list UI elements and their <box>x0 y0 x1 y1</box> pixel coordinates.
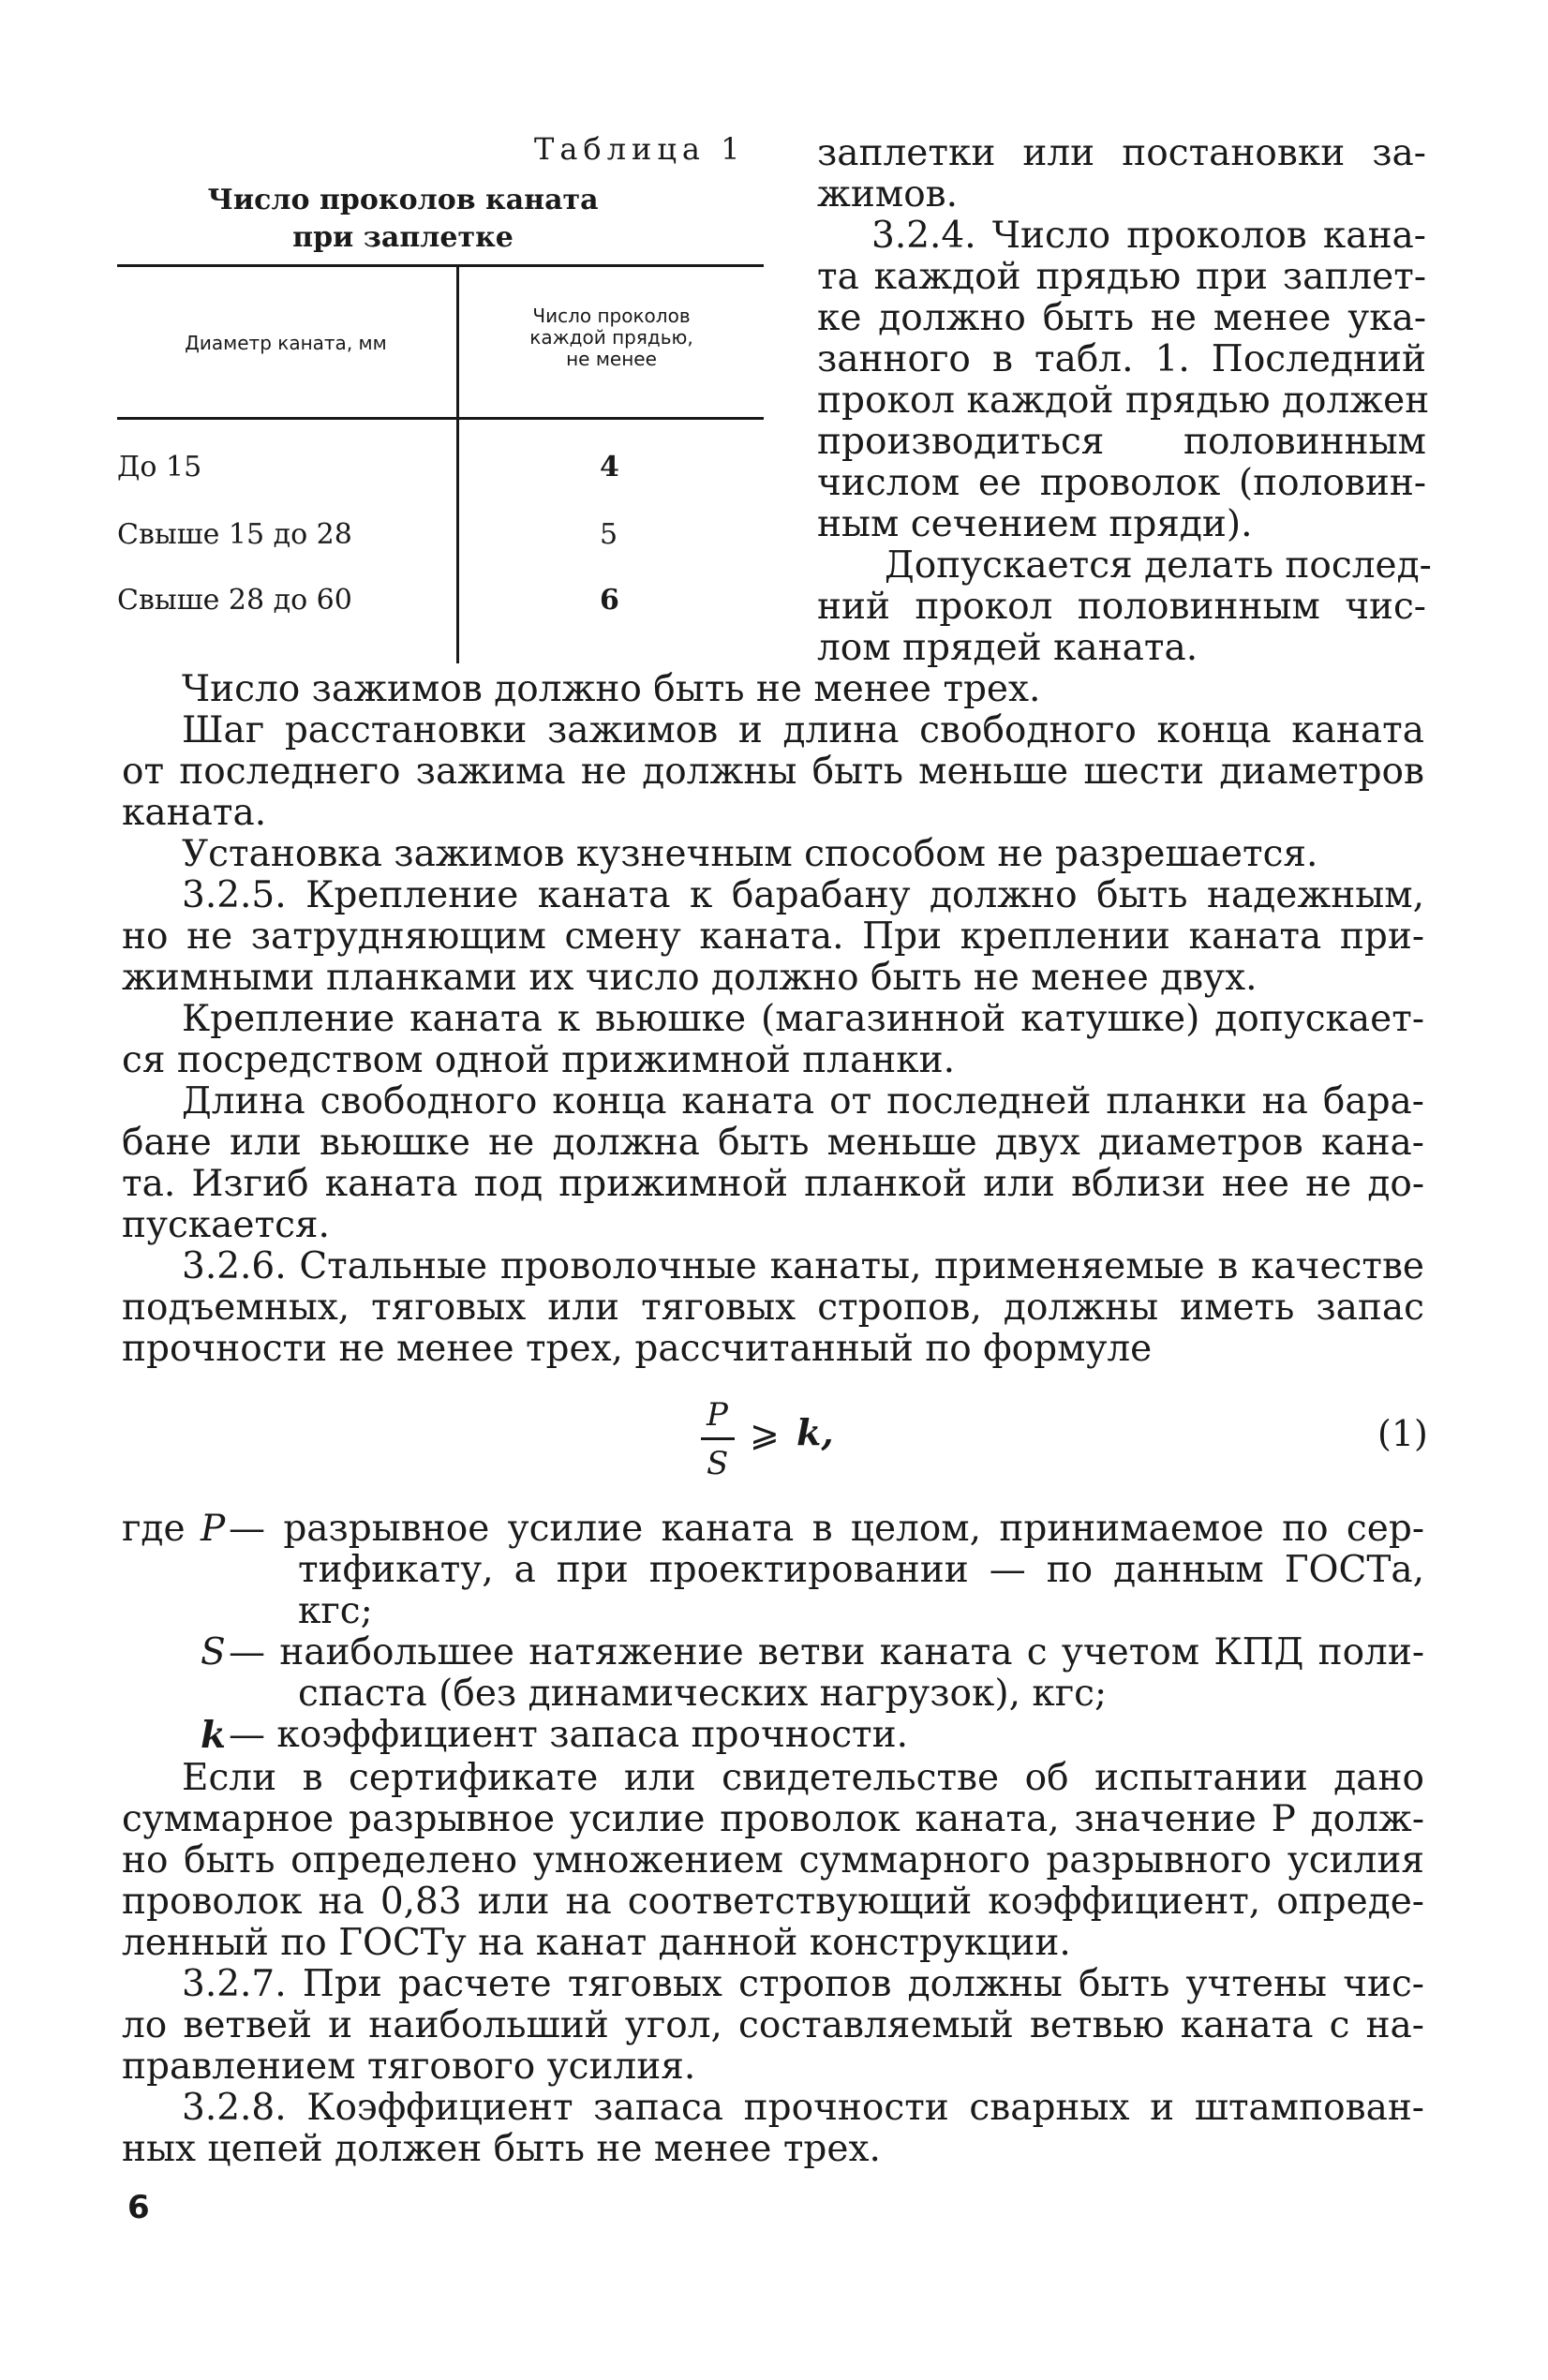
definition-p-line-2: тификату, а при проектировании — по данным ГОСТа, <box>298 1549 1424 1591</box>
definitions-where: где <box>122 1508 186 1550</box>
body-line-10: ся посредством одной прижимной планки. <box>122 1039 955 1081</box>
table-title-line-1: Число проколов каната <box>207 184 599 216</box>
definition-symbol-s: S <box>201 1631 226 1673</box>
body-line-6: 3.2.5. Крепление каната к барабану должно быть надежным, <box>182 874 1424 916</box>
right-col-line-2: жимов. <box>817 173 959 216</box>
body-bottom-line-6: 3.2.7. При расчете тяговых стропов должны быть учтены чис- <box>182 1963 1424 2005</box>
body-line-2: Шаг расстановки зажимов и длина свободного конца каната <box>182 709 1424 751</box>
formula-rhs: k, <box>796 1411 834 1453</box>
table-row-2-count: 5 <box>600 518 618 551</box>
definition-symbol-k: k <box>201 1714 227 1757</box>
right-col-line-9: числом ее проволок (половин- <box>817 462 1426 504</box>
body-line-4: каната. <box>122 792 267 834</box>
definition-s-line-2: спаста (без динамических нагрузок), кгс; <box>298 1673 1108 1715</box>
body-line-16: подъемных, тяговых или тяговых стропов, должны иметь запас <box>122 1287 1424 1329</box>
table-header-diameter: Диаметр каната, мм <box>185 332 387 354</box>
body-line-14: пускается. <box>122 1204 330 1246</box>
table-row-3-count: 6 <box>600 584 619 617</box>
formula-denominator: S <box>707 1445 729 1482</box>
body-line-9: Крепление каната к вьюшке (магазинной катушке) допускает- <box>182 998 1424 1040</box>
formula-relation: ⩾ <box>750 1413 780 1454</box>
body-line-8: жимными планками их число должно быть не менее двух. <box>122 957 1258 999</box>
body-line-13: та. Изгиб каната под прижимной планкой или вблизи нее не до- <box>122 1163 1424 1205</box>
right-col-line-1: заплетки или постановки за- <box>817 132 1426 174</box>
definition-symbol-p: P <box>201 1508 226 1550</box>
table-row-3-diameter: Свыше 28 до 60 <box>117 584 352 617</box>
formula-fraction-bar <box>701 1437 735 1440</box>
body-line-5: Установка зажимов кузнечным способом не разрешается. <box>182 833 1318 875</box>
body-bottom-line-5: ленный по ГОСТу на канат данной конструкции. <box>122 1922 1071 1964</box>
right-col-line-10: ным сечением пряди). <box>817 503 1253 545</box>
right-col-line-6: занного в табл. 1. Последний <box>817 338 1426 380</box>
page-number: 6 <box>127 2189 150 2226</box>
table-row-2-diameter: Свыше 15 до 28 <box>117 518 352 551</box>
right-col-line-13: лом прядей каната. <box>817 627 1198 669</box>
right-col-line-4: та каждой прядью при заплет- <box>817 256 1426 298</box>
body-bottom-line-3: но быть определено умножением суммарного разрывного усилия <box>122 1839 1424 1882</box>
right-col-line-11: Допускается делать послед- <box>885 544 1432 587</box>
body-line-17: прочности не менее трех, рассчитанный по формуле <box>122 1328 1153 1370</box>
right-col-line-5: ке должно быть не менее ука- <box>817 297 1426 339</box>
formula-number: (1) <box>1377 1413 1428 1454</box>
table-row-1-diameter: До 15 <box>117 451 202 483</box>
table-caption: Таблица 1 <box>534 131 746 167</box>
right-col-line-7: прокол каждой прядью должен <box>817 379 1430 422</box>
table-row-1-count: 4 <box>600 451 619 483</box>
body-line-11: Длина свободного конца каната от последней планки на бара- <box>182 1080 1424 1123</box>
body-bottom-line-10: ных цепей должен быть не менее трех. <box>122 2128 881 2170</box>
right-col-line-3: 3.2.4. Число проколов кана- <box>871 215 1426 257</box>
definition-p-line-3: кгс; <box>298 1590 373 1632</box>
table-title-line-2: при заплетке <box>292 221 514 254</box>
body-bottom-line-4: проволок на 0,83 или на соответствующий коэффициент, опреде- <box>122 1881 1424 1923</box>
table-header-count-line-2: каждой прядью, <box>529 326 693 349</box>
body-bottom-line-2: суммарное разрывное усилие проволок каната, значение P долж- <box>122 1798 1424 1840</box>
body-line-7: но не затрудняющим смену каната. При креплении каната при- <box>122 915 1424 958</box>
table-header-rule <box>117 417 764 420</box>
body-line-1: Число зажимов должно быть не менее трех. <box>182 668 1041 710</box>
definition-s-line-1: — наибольшее натяжение ветви каната с учетом КПД поли- <box>229 1631 1424 1673</box>
body-bottom-line-1: Если в сертификате или свидетельстве об испытании дано <box>182 1757 1424 1799</box>
formula-numerator: P <box>707 1396 728 1434</box>
right-col-line-8: производиться половинным <box>817 421 1426 463</box>
body-bottom-line-9: 3.2.8. Коэффициент запаса прочности сварных и штампован- <box>182 2087 1424 2129</box>
body-line-12: бане или вьюшке не должна быть меньше двух диаметров кана- <box>122 1122 1424 1164</box>
body-line-15: 3.2.6. Стальные проволочные канаты, применяемые в качестве <box>182 1245 1424 1287</box>
table-header-count-line-1: Число проколов <box>532 305 691 327</box>
definition-p-line-1: — разрывное усилие каната в целом, принимаемое по сер- <box>229 1508 1424 1550</box>
body-line-3: от последнего зажима не должны быть меньше шести диаметров <box>122 751 1424 793</box>
body-bottom-line-7: ло ветвей и наибольший угол, составляемый ветвью каната с на- <box>122 2004 1424 2046</box>
definition-k-line-1: — коэффициент запаса прочности. <box>229 1714 909 1756</box>
table-top-rule <box>117 264 764 267</box>
body-bottom-line-8: правлением тягового усилия. <box>122 2045 696 2088</box>
right-col-line-12: ний прокол половинным чис- <box>817 586 1426 628</box>
table-header-count-line-3: не менее <box>566 348 657 370</box>
